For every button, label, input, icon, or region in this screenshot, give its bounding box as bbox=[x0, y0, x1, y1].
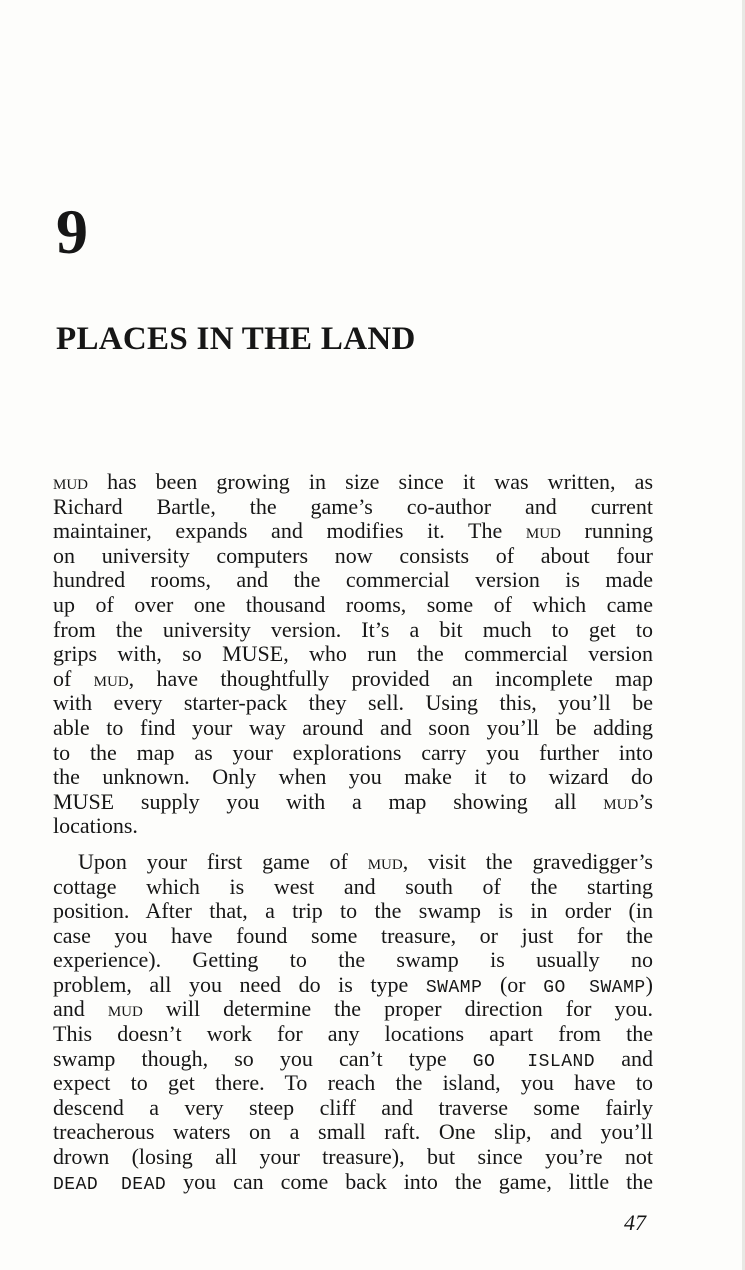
text-line bbox=[53, 716, 653, 741]
text-line bbox=[53, 568, 653, 593]
text-run: able to find your way around and soon you’ll be adding bbox=[53, 714, 653, 740]
text-run: swamp though, so you can’t type bbox=[53, 1045, 473, 1071]
text-run: to the map as your explorations carry you further into bbox=[53, 739, 653, 765]
text-line bbox=[53, 741, 653, 766]
small-caps-term: mud bbox=[367, 848, 403, 874]
command-text: GO ISLAND bbox=[472, 1051, 596, 1072]
small-caps-term: mud bbox=[525, 518, 561, 544]
text-line bbox=[53, 1022, 653, 1047]
text-run: from the university version. It’s a bit much to get to bbox=[53, 616, 653, 642]
text-run: ’s bbox=[638, 788, 653, 814]
text-run: experience). Getting to the swamp is usually no bbox=[53, 947, 653, 973]
text-run: ) bbox=[645, 971, 653, 997]
text-run: cottage which is west and south of the starting bbox=[53, 873, 653, 899]
small-caps-term: mud bbox=[53, 469, 89, 494]
paragraph bbox=[53, 850, 653, 1194]
text-run: will determine the proper direction for you. bbox=[142, 996, 654, 1022]
text-line bbox=[53, 875, 653, 900]
text-line bbox=[53, 642, 653, 667]
text-run: , have thoughtfully provided an incomplete map bbox=[128, 665, 653, 691]
text-line bbox=[53, 814, 653, 839]
text-run: drown (losing all your treasure), but since you’re not bbox=[53, 1144, 653, 1170]
chapter-number: 9 bbox=[56, 196, 87, 267]
text-line bbox=[53, 948, 653, 973]
chapter-title: PLACES IN THE LAND bbox=[56, 321, 416, 357]
text-run: problem, all you need do is type bbox=[53, 971, 426, 997]
text-line bbox=[53, 850, 653, 875]
text-run: up of over one thousand rooms, some of which came bbox=[53, 591, 653, 617]
text-line bbox=[53, 765, 653, 790]
text-line bbox=[53, 973, 653, 998]
text-run: the unknown. Only when you make it to wizard do bbox=[53, 764, 653, 790]
text-line bbox=[53, 1120, 653, 1145]
text-line bbox=[53, 899, 653, 924]
paragraph bbox=[53, 470, 653, 839]
text-run: Richard Bartle, the game’s co-author and current bbox=[53, 493, 653, 519]
text-run: expect to get there. To reach the island, you have to bbox=[53, 1070, 653, 1096]
command-text: DEAD DEAD bbox=[53, 1174, 167, 1195]
small-caps-term: mud bbox=[603, 788, 639, 814]
text-line bbox=[53, 495, 653, 520]
text-line bbox=[53, 1071, 653, 1096]
text-line bbox=[53, 593, 653, 618]
body-text bbox=[53, 470, 653, 1194]
text-run: position. After that, a trip to the swamp is in order (in bbox=[53, 898, 653, 924]
text-run: treacherous waters on a small raft. One slip, and you’ll bbox=[53, 1119, 653, 1145]
text-run: you can come back into the game, little the bbox=[166, 1168, 653, 1194]
text-line bbox=[53, 691, 653, 716]
text-run: descend a very steep cliff and traverse some fairly bbox=[53, 1094, 653, 1120]
text-run: and bbox=[53, 996, 108, 1022]
text-run: maintainer, expands and modifies it. The bbox=[53, 518, 526, 544]
text-line bbox=[53, 924, 653, 949]
text-run: running bbox=[560, 518, 653, 544]
text-run: with every starter-pack they sell. Using this, you’ll be bbox=[53, 690, 653, 716]
text-run: This doesn’t work for any locations apart from the bbox=[53, 1021, 653, 1047]
text-run: on university computers now consists of about four bbox=[53, 542, 653, 568]
text-run: of bbox=[53, 665, 94, 691]
text-line bbox=[53, 1096, 653, 1121]
text-line bbox=[53, 997, 653, 1022]
small-caps-term: mud bbox=[93, 665, 129, 691]
text-line bbox=[53, 1145, 653, 1170]
text-line bbox=[53, 519, 653, 544]
text-run: Upon your first game of bbox=[78, 848, 368, 874]
small-caps-term: mud bbox=[107, 996, 143, 1022]
text-line bbox=[53, 470, 653, 495]
text-line bbox=[53, 1170, 653, 1195]
text-run: grips with, so MUSE, who run the commercial version bbox=[53, 641, 653, 667]
text-run: locations. bbox=[53, 813, 138, 839]
text-line bbox=[53, 790, 653, 815]
text-line bbox=[53, 667, 653, 692]
command-text: SWAMP bbox=[425, 977, 483, 998]
text-line bbox=[53, 618, 653, 643]
text-run: hundred rooms, and the commercial version is made bbox=[53, 567, 653, 593]
text-run: , visit the gravedigger’s bbox=[402, 848, 653, 874]
text-run: and bbox=[595, 1045, 654, 1071]
text-run: case you have found some treasure, or just for the bbox=[53, 922, 653, 948]
command-text: GO SWAMP bbox=[543, 977, 646, 998]
page-number: 47 bbox=[624, 1210, 646, 1235]
text-line bbox=[53, 544, 653, 569]
text-run: (or bbox=[482, 971, 544, 997]
text-run: MUSE supply you with a map showing all bbox=[53, 788, 604, 814]
text-line bbox=[53, 1047, 653, 1072]
text-run: has been growing in size since it was written, as bbox=[88, 469, 653, 494]
